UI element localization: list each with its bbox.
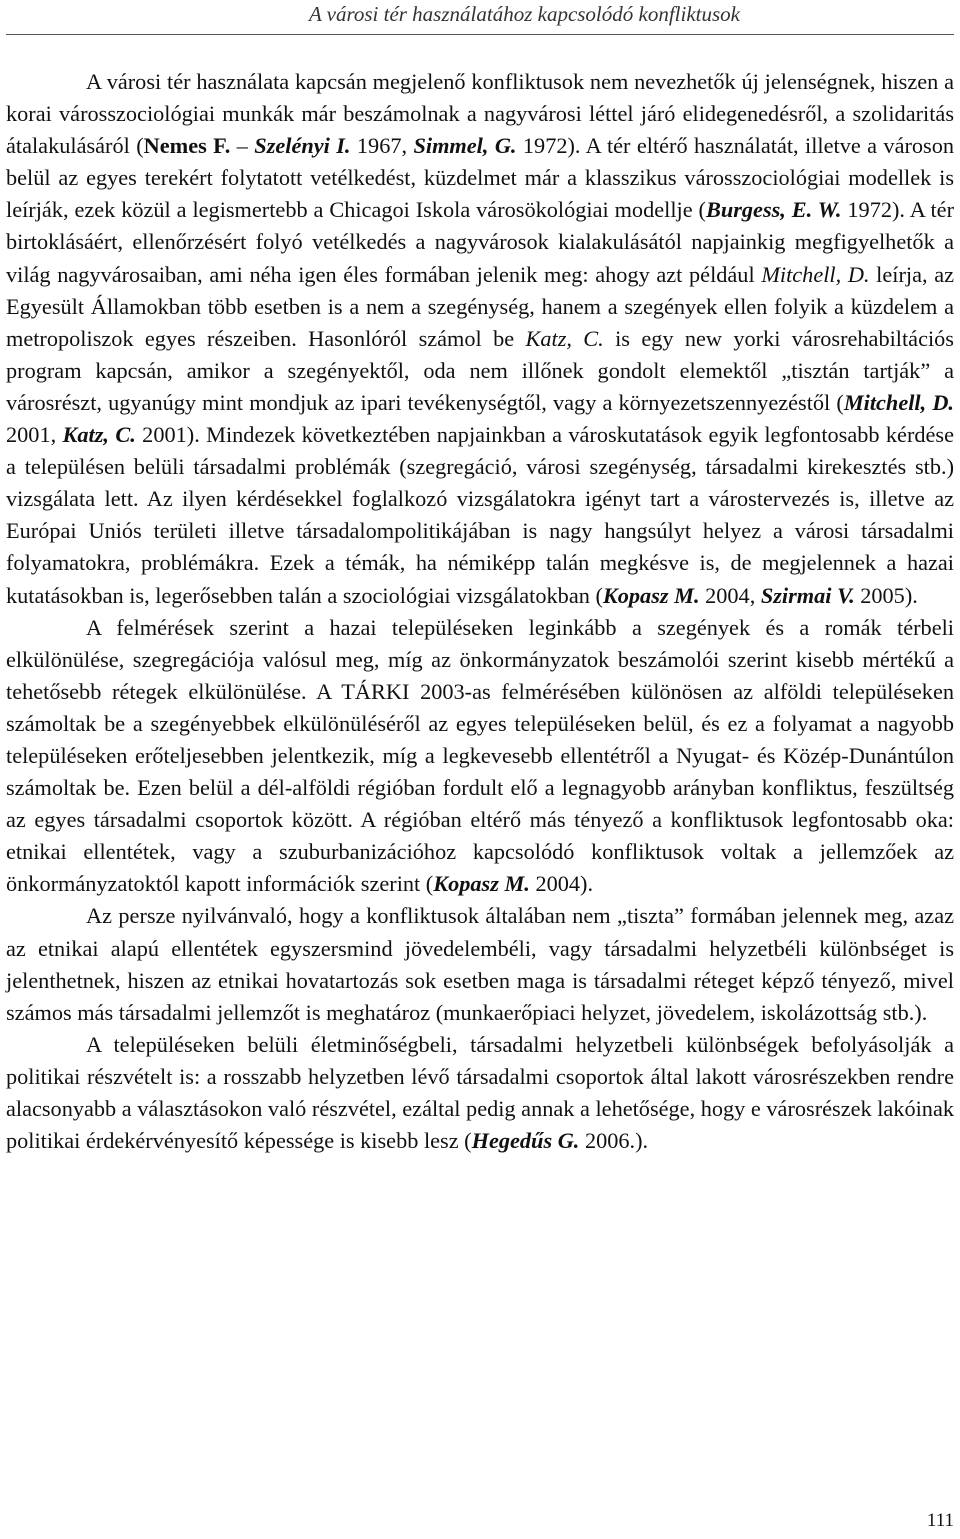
text-run: Katz, C.	[525, 325, 604, 351]
text-run: leírja, az Egyesült Államokban több esetben is a nem a szegénység, hanem a szegények ellen folyik a küzdelem a metropoliszok egyes részeiben. Hasonlóról számol be	[6, 261, 954, 351]
text-run: Kopasz M.	[433, 871, 530, 897]
text-run: Mitchell, D.	[761, 261, 870, 287]
text-run: Szirmai V.	[760, 582, 855, 608]
running-header	[6, 0, 954, 35]
text-run: Hegedűs G.	[471, 1128, 580, 1154]
body-text	[6, 66, 954, 1157]
text-run: 2004).	[529, 871, 594, 897]
text-run: 2001,	[6, 422, 63, 448]
paragraph-1	[6, 66, 954, 612]
text-run: 1967,	[350, 133, 414, 159]
text-run: A felmérések szerint a hazai településeken leginkább a szegények és a romák térbeli elkülönülése, szegregációja valósul meg, míg az önkormányzatok beszámolói szerint kisebb mértékű a tehetősebb rétegek elkülönülése. A TÁRKI 2003-as felmérésében különösen az alföldi településeken számoltak be a szegényebbek elkülönüléséről az egyes településeken belül, és ez a folyamat a nagyobb településeken erőteljesebben jelentkezik, míg a legkevesebb ellentétről a Nyugat- és Közép-Dunántúlon számoltak be. Ezen belül a dél-alföldi régióban fordult elő a legnagyobb arányban konfliktus, feszültség az egyes társadalmi csoportok között. A régióban eltérő más tényező a konfliktusok legfontosabb oka: etnikai ellentétek, vagy a szuburbanizációhoz kapcsolódó konfliktusok voltak a jellemzőek az önkormányzatoktól kapott információk szerint (	[6, 614, 954, 897]
paragraph-2	[6, 612, 954, 901]
text-run: 2004,	[699, 582, 761, 608]
text-run: Mitchell, D.	[843, 389, 955, 415]
text-run: 2005).	[854, 582, 918, 608]
paragraph-3	[6, 900, 954, 1028]
text-run: Kopasz M.	[602, 582, 700, 608]
text-run: Szelényi I.	[254, 133, 351, 159]
text-run: Burgess, E. W.	[705, 197, 842, 223]
text-run: A településeken belüli életminőségbeli, társadalmi helyzetbeli különbségek befolyásolják a politikai részvételt is: a rosszabb helyzetben lévő társadalmi csoportok által lakott városrészekben rendre alacsonyabb a választásokon való részvétel, ezáltal pedig annak a lehetősége, hogy e városrészek lakóinak politikai érdekérvényesítő képessége is kisebb lesz (	[6, 1031, 954, 1154]
running-title: A városi tér használatához kapcsolódó konfliktusok	[308, 2, 740, 26]
page-number: 111	[926, 1510, 954, 1531]
text-run: A városi tér használata kapcsán megjelenő konfliktusok nem nevezhetők új jelenségnek, hiszen a korai városszociológiai munkák már beszámolnak a nagyvárosi léttel járó elidegenedésről, a szolidaritás átalakulásáról (	[6, 69, 954, 159]
text-run: –	[230, 133, 255, 159]
text-run: is egy new yorki városrehabiltációs program kapcsán, amikor a szegényektől, oda nem illőnek gondolt elemektől „tisztán tartják” a városrészt, ugyanúgy mint mondjuk az ipari tevékenységtől, vagy a környezetszennyezéstől (	[6, 325, 954, 415]
text-run: Az persze nyilvánvaló, hogy a konfliktusok általában nem „tiszta” formában jelennek meg, azaz az etnikai alapú ellentétek egyszersmind jövedelembéli, vagy társadalmi helyzetbéli különbséget is jelenthetnek, hiszen az etnikai hovatartozás sok esetben maga is társadalmi réteget képző tényező, mivel számos más társadalmi jellemzőt is meghatároz (munkaerőpiaci helyzet, jövedelem, iskolázottság stb.).	[6, 903, 954, 1025]
text-run: Nemes F.	[143, 133, 231, 159]
text-run: 2006.).	[579, 1128, 649, 1154]
paragraph-4	[6, 1029, 954, 1157]
text-run: Katz, C.	[62, 422, 136, 448]
text-run: 1972). A tér birtoklásáért, ellenőrzésért folyó vetélkedés a nagyvárosok kialakulásától napjainkig megfigyelhetők a világ nagyvárosaiban, ami néha igen éles formában jelenik meg: ahogy azt például	[6, 197, 954, 287]
text-run: 1972). A tér eltérő használatát, illetve a városon belül az egyes terekért folytatott vetélkedést, küzdelmet már a klasszikus városszociológiai modellek is leírják, ezek közül a legismertebb a Chicagoi Iskola városökológiai modellje (	[6, 133, 955, 223]
text-run: Simmel, G.	[413, 133, 517, 159]
text-run: 2001). Mindezek következtében napjainkban a városkutatások egyik legfontosabb kérdése a településen belüli társadalmi problémák (szegregáció, városi szegénység, társadalmi kirekesztés stb.) vizsgálata lett. Az ilyen kérdésekkel foglalkozó vizsgálatokra igényt tart a várostervezés is, illetve az Európai Uniós területi illetve társadalompolitikájában is nagy hangsúlyt helyez a városi társadalmi folyamatokra, problémákra. Ezek a témák, ha némiképp talán megkésve is, de megjelennek a hazai kutatásokban is, legerősebben talán a szociológiai vizsgálatokban (	[6, 422, 954, 608]
